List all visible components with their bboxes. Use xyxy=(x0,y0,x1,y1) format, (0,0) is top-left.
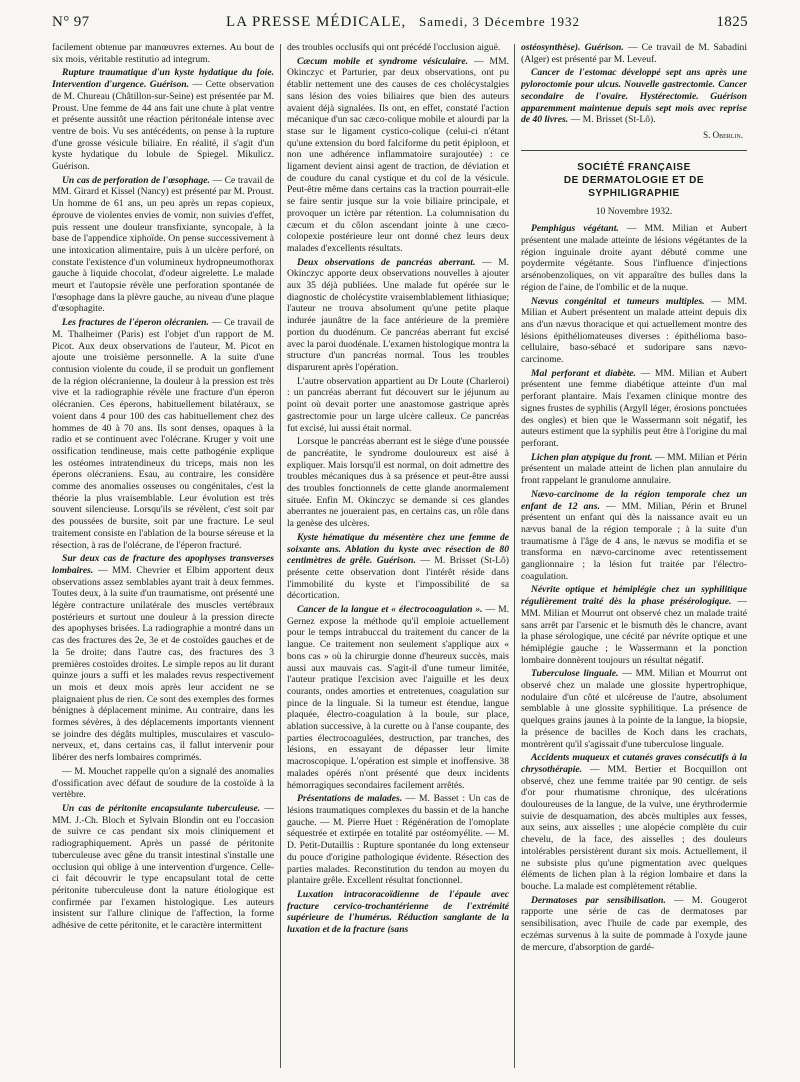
article-title: Kyste hématique du mésentère chez une femme de soixante ans. Ablation du kyste avec résection de 80 centimètres de grêle. Guérison. xyxy=(287,531,509,567)
article-title: Cancer de la langue et « électrocoagulation ». xyxy=(297,604,483,616)
article xyxy=(521,223,747,293)
article xyxy=(521,895,747,954)
article-title: Dermatoses par sensibilisation. xyxy=(531,894,666,906)
article-title: Névrite optique et hémiplégie chez un syphilitique régulièrement traité dès la phase présérologique. xyxy=(521,584,747,608)
article xyxy=(287,56,509,255)
article-title: Les fractures de l'éperon olécranien. xyxy=(62,317,209,329)
article-body: — MM. J.-Ch. Bloch et Sylvain Blondin ont eu l'occasion de suivre ce cas pendant six mois cliniquement et radiographiquement. Après un passé de péritonite tuberculeuse avec gêne du transit intestinal s'installe une occlusion qui oblige à une intervention d'urgence. Celle-ci fait découvrir le type encapsulant total de cette péritonite tuberculeuse dont la nature étiologique est confirmée par l'examen histologique. Les auteurs insistent sur l'allure clinique de l'affection, la forme adhésive de cette péritonite, et le caractère intermittent xyxy=(52,803,274,932)
text-column-2 xyxy=(287,42,509,1072)
session-date: 10 Novembre 1932. xyxy=(595,205,673,217)
society-heading-line1: SOCIÉTÉ FRANÇAISE xyxy=(577,161,691,173)
article-body: — MM. Milian et Aubert présentent une malade atteinte de lésions végétantes de la région inguinale droite ayant débuté comme une poydermite végétante. Sous l'influence d'injections arsénobenzoliques, on vit apparaître des bulles dans la région de l'aine, de l'ombilic et de la nuque. xyxy=(521,223,747,293)
issue-number: N° 97 xyxy=(52,14,90,30)
article xyxy=(521,368,747,450)
article-title: Un cas de perforation de l'œsophage. xyxy=(62,174,210,186)
article xyxy=(52,67,274,172)
article xyxy=(521,67,747,126)
article-title: Présentations de malades. xyxy=(297,793,403,805)
article-body: — Ce travail de M. Sabadini (Alger) est présenté par M. Leveuf. xyxy=(521,42,747,65)
article-body: — M. Gernez expose la méthode qu'il emploie actuellement pour le temps intrabuccal du traitement du cancer de la langue. Ce traitement non seulement s'applique aux « bons cas » où la chirurgie donne d'heureux succès, mais aussi aux mauvais cas. S'agit-il d'une tumeur limitée, l'auteur pratique l'excision avec l'aiguille et les deux courants, ondes amorties et entretenues, coagulation sur pince de la linguale. Si la tumeur est étendue, langue plaquée, électro-coagulation à la boule, sur place, ablation successive, à la curette ou à l'anse coupante, des parties électrocoagulées, destruction, par tranches, des lésions, en essayant de dépasser leur limite macroscopique. L'opération est simple et inoffensive. 38 malades opérés n'ont présenté que deux incidents hémorragiques secondaires facilement arrêtés. xyxy=(287,604,509,791)
article-body: — MM. Bertier et Bocquillon ont observé, chez une femme traitée par 90 centigr. de sels d'or pour rhumatisme chronique, des ulcérations douloureuses de la langue, de la vulve, une érythrodermie suivie de desquamation, des abcès multiples aux fesses, aux seins, aux aisselles ; une alopécie complète du cuir chevelu, de la face, des aisselles ; des douleurs intolérables persistèrent durant six mois. Actuellement, il ne subsiste plus qu'une pigmentation avec quelques éléments de lichen plan à la région lombaire et dans la bouche. La malade est complètement rétablie. xyxy=(521,763,747,892)
article-title: Sur deux cas de fracture des apophyses transverses lombaires. xyxy=(52,553,274,576)
article-body: — MM. Milian, Périn et Brunel présentent un enfant qui dès la naissance avait eu un nævus banal de la région temporale ; à la suite d'un traumatisme à l'âge de 4 ans, le nævus se modifia et se transforma en nævo-carcinome avec retentissement ganglionnaire ; la lésion fut traitée par l'électro-coagulation. xyxy=(521,500,747,582)
article xyxy=(287,532,509,602)
article xyxy=(52,553,274,764)
article xyxy=(52,175,274,315)
article xyxy=(521,452,747,487)
running-head xyxy=(52,14,748,36)
text-column-3 xyxy=(521,42,747,1072)
article-body: — MM. Okinczyc et Parturier, par deux observations, ont pu établir nettement une des causes de ces cholécystalgies sans lésion des voies biliaires que bien des auteurs avaient déjà signalées. Ils ont, en effet, constaté l'action mécanique d'un sac cæco-colique mobile et alourdi par la stase sur le ligament cystico-colique (celui-ci n'étant qu'une extension du bord falciforme du petit épiploon, et non une adhérence inflammatoire surajoutée) : ce ligament devient ainsi agent de traction, de déviation et de coudure du canal cystique et du col de la vésicule. Peut-être même dans certains cas la traction pourrait-elle se faire sentir jusque sur la voie biliaire principale, et provoquer un ictère par rétention. La columnisation du cæcum et du côlon ascendant jointe à une cæco-colopexie postérieure leur ont donné chez leurs deux malades d'excellents résultats. xyxy=(287,55,509,254)
text-column-1 xyxy=(52,42,274,1072)
article-body: — M. Basset : Un cas de lésions traumatiques complexes du bassin et de la hanche gauche. — M. Pierre Huet : Régénération de l'omoplate séquestrée et extirpée en totalité par ostéomyélite. — M. D. Petit-Dutaillis : Rupture spontanée du long extenseur du pouce d'origine pathologique évidente. Résection des parties malades. Reconstitution du tendon au moyen du plantaire grêle. Excellent résultat fonctionnel. xyxy=(287,793,509,887)
article-title: Luxation intracoracoïdienne de l'épaule avec fracture cervico-trochantérienne de l'extrémité supérieure de l'humérus. Réduction sanglante de la luxation et de la fracture (sans xyxy=(287,888,509,936)
article xyxy=(52,317,274,551)
column-divider xyxy=(280,44,281,1068)
article xyxy=(521,668,747,750)
article-body: — MM. Milian et Mourrut ont observé chez un malade traité sans arrêt par l'arsenic et le bismuth dès le chancre, avant la phase sérologique, une cécité par névrite optique et une hémiplégie gauche ; le Wassermann et la ponction lombaire donnèrent toujours un résultat négatif. xyxy=(521,596,747,666)
paragraph: — M. Mouchet rappelle qu'on a signalé des anomalies d'ossification avec défaut de soudure de la costoïde à la vertèbre. xyxy=(52,765,274,801)
column-divider xyxy=(514,44,515,1068)
article-title: Deux observations de pancréas aberrant. xyxy=(297,256,476,268)
article-title: Mal perforant et diabète. xyxy=(531,367,636,379)
article xyxy=(521,42,747,65)
article-title: Rupture traumatique d'un kyste hydatique du foie. Intervention d'urgence. Guérison. xyxy=(52,67,274,91)
article-body: — MM. Milian et Aubert présentent un malade atteint depuis dix ans d'un nævus thoracique et qui actuellement montre des lésions épithéliomateuses diverses : épithélioma baso-cellulaire, baso-sébacé et sudoripare sans nævo-carcinome. xyxy=(521,295,747,366)
article-title: Accidents muqueux et cutanés graves consécutifs à la chrysothérapie. xyxy=(521,752,747,775)
article-title: Pemphigus végétant. xyxy=(531,223,619,235)
article xyxy=(287,793,509,887)
article-title: Cæcum mobile et syndrome vésiculaire. xyxy=(297,55,469,67)
article xyxy=(521,489,747,583)
article-body: — M. Brisset (St-Lô). xyxy=(570,114,656,126)
article-body: — MM. Milian et Aubert présentent une femme diabétique atteinte d'un mal perforant plantaire. Mais l'examen clinique montre des signes frustes de syphilis (Argyll léger, érosions ponctuées des ongles) et bien que le Wassermann soit négatif, les auteurs estiment que la syphilis peut être à l'origine du mal perforant. xyxy=(521,367,747,449)
section-separator xyxy=(521,150,747,151)
signature: S. Oberlin. xyxy=(703,129,743,140)
society-heading-line2: DE DERMATOLOGIE ET DE SYPHILIGRAPHIE xyxy=(563,174,705,199)
article-title: Un cas de péritonite encapsulante tuberculeuse. xyxy=(62,803,261,814)
issue-date: Samedi, 3 Décembre 1932 xyxy=(419,14,580,29)
article-body: — M. Brisset (St-Lô) présente cette observation dont l'intérêt réside dans l'immobilité du kyste et l'impossibilité de sa décortication. xyxy=(287,555,509,602)
article xyxy=(287,604,509,791)
article-body: — MM. Milian et Périn présentent un malade atteint de lichen plan annulaire du front rappelant le granulome annulaire. xyxy=(521,451,747,487)
article-title: Tuberculose linguale. xyxy=(531,668,619,680)
paragraph: facilement obtenue par manœuvres externes. Au bout de six mois, véritable restitutio ad integrum. xyxy=(52,42,274,65)
paragraph: L'autre observation appartient au Dr Loute (Charleroi) : un pancréas aberrant fut découvert sur le jéjunum au point où devait porter une anastomose gastrique après gastrectomie pour un large ulcère calleux. Ce pancréas fut excisé, lui aussi était normal. xyxy=(287,375,509,434)
article-body: — MM. Chevrier et Elbim apportent deux observations assez semblables ayant trait à deux femmes. Toutes deux, à la suite d'un traumatisme, ont présenté une légère contracture unilatérale des muscles vertébraux postérieurs et surtout une douleur à la pression directe des apophyses brisées. La radiographie a montré dans un cas des fractures des 2e, 3e et 4e costoïdes gauches et de la 5e droite; dans l'autre cas, des fractures des 3 premières costoïdes droites. Le simple repos au lit durant quinze jours a suffi et les malades revus respectivement un mois et deux mois après leur accident ne se plaignaient plus de rien. Ce sont des exemples des formes bénignes à déplacement minime. Au contraire, dans les formes sévères, à des déplacements importants viennent se joindre des dégâts multiples, musculaires et vasculo-nerveux, et, dans certains cas, il fallut intervenir pour libérer des nerfs lombaires comprimés. xyxy=(52,564,274,764)
article xyxy=(287,257,509,374)
article-title: Lichen plan atypique du front. xyxy=(531,451,653,463)
article xyxy=(521,296,747,366)
article xyxy=(521,752,747,892)
article-title: Cancer de l'estomac développé sept ans après une pyloroctomie pour ulcus. Nouvelle gastrectomie. Cancer secondaire de l'ovaire. Hystérectomie. Guérison apparemment maintenue depuis sept mois avec reprise de 40 livres. xyxy=(521,67,747,126)
paragraph: Lorsque le pancréas aberrant est le siège d'une poussée de pancréatite, le syndrome douloureux est aisé à expliquer. Mais lorsqu'il est normal, on doit admettre des troubles mécaniques dus à sa présence et peut-être aussi des troubles fonctionnels de cette glande anormalement située. Enfin M. Okinczyc se demande si ces glandes aberrantes ne joueraient pas, en certains cas, un rôle dans la genèse des ulcères. xyxy=(287,436,509,530)
journal-name: LA PRESSE MÉDICALE, xyxy=(226,14,407,30)
article-body: — M. Okinczyc apporte deux observations nouvelles à ajouter aux 35 déjà publiées. Une malade fut opérée sur le diagnostic de cholécystite vraisemblablement lithiasique; l'auteur ne trouva absolument qu'une petite plaque indurée jaunâtre de la face antérieure de la première portion du duodénum. Ce pancréas aberrant fut excisé avec la paroi duodénale. L'examen histologique montra la structure d'un pancréas normal. Tous les troubles disparurent après l'opération. xyxy=(287,256,509,373)
article-body: — Cette observation de M. Chureau (Châtillon-sur-Seine) est présentée par M. Proust. Une femme de 44 ans fait une chute à plat ventre et présente aussitôt une réaction péritonéale intense avec ventre de bois. Vu ses antécédents, on pense à la rupture d'une grosse vésicule biliaire. En réalité, il s'agit d'un kyste hydatique du lobule de Spiegel. Mikulicz. Guérison. xyxy=(52,79,274,173)
paragraph: des troubles occlusifs qui ont précédé l'occlusion aiguë. xyxy=(287,42,501,53)
article-title: Nævo-carcinome de la région temporale chez un enfant de 12 ans. xyxy=(521,488,747,512)
article xyxy=(287,889,509,936)
article-body: — MM. Milian et Mourrut ont observé chez un malade une glossite hypertrophique, nodulaire d'un côté et ulcéreuse de l'autre, absolument semblable à une glossite syphilitique. La présence de quelques grains jaunes à la pointe de la langue, la biopsie, la présence de bacilles de Koch dans les crachats, montrèrent qu'il s'agissait d'une tuberculose linguale. xyxy=(521,668,747,750)
article-title: Nævus congénital et tumeurs multiples. xyxy=(531,295,705,307)
article-body: — Ce travail de M. Thalheimer (Paris) est l'objet d'un rapport de M. Picot. Aux deux observations de l'auteur, M. Picot en ajoute une troisième personnelle. A la suite d'une contusion violente du coude, il se produit un gonflement de la région olécranienne, la douleur à la pression est très vive et la radiographie révèle une fracture d'un éperon olécranien. Ces éperons, habituellement bilatéraux, se voient dans 4 pour 100 des cas habituellement chez des hommes de 40 à 70 ans. Ils sont denses, opaques à la radio et se continuent avec l'olécrane. Kruger y voit une ossification tendineuse, mais cette pathogénie explique les ostéomes intratendineux du triceps, mais non les éperons olécraniens. Esau, au contraire, les considère comme des anomalies osseuses ou congénitales, c'est la théorie la plus vraisemblable. Leur évolution est très souvent silencieuse. Lorsqu'ils se révèlent, c'est soit par des poussées de bursite, soit par une fracture. Le seul traitement consiste en l'ablation de la bourse séreuse et la résection, à ras de l'olécrane, de l'éperon fracturé. xyxy=(52,317,274,551)
article-body: — Ce travail de MM. Girard et Kissel (Nancy) est présenté par M. Proust. Un homme de 61 ans, un peu après un repas copieux, éprouve de violentes envies de vomir, non suivies d'effet, puis ressent une douleur transfixiante, syncopale, à la base de l'appendice xiphoïde. On pense successivement à une intoxication alimentaire, puis à un ulcère perforé, on constate l'existence d'un volumineux hydropneumothorax gauche à liquide chocolat, d'odeur aigrelette. Le malade meurt et l'autopsie révèle une perforation spontanée de l'œsophage dans la plèvre gauche, au niveau d'une plaque d'œsophagite. xyxy=(52,174,274,315)
article xyxy=(52,803,274,932)
article-body: — M. Gougerot rapporte une série de cas de dermatoses par sensibilisation, avec l'huile de cade par exemple, des eczémas survenus à la suite de pommade à l'oxyde jaune de mercure, d'absorption de gardé- xyxy=(521,894,747,953)
page-number: 1825 xyxy=(716,14,748,30)
article xyxy=(521,584,747,666)
article-title: ostéosynthèse). Guérison. xyxy=(521,42,624,53)
journal-title-line xyxy=(226,14,580,31)
